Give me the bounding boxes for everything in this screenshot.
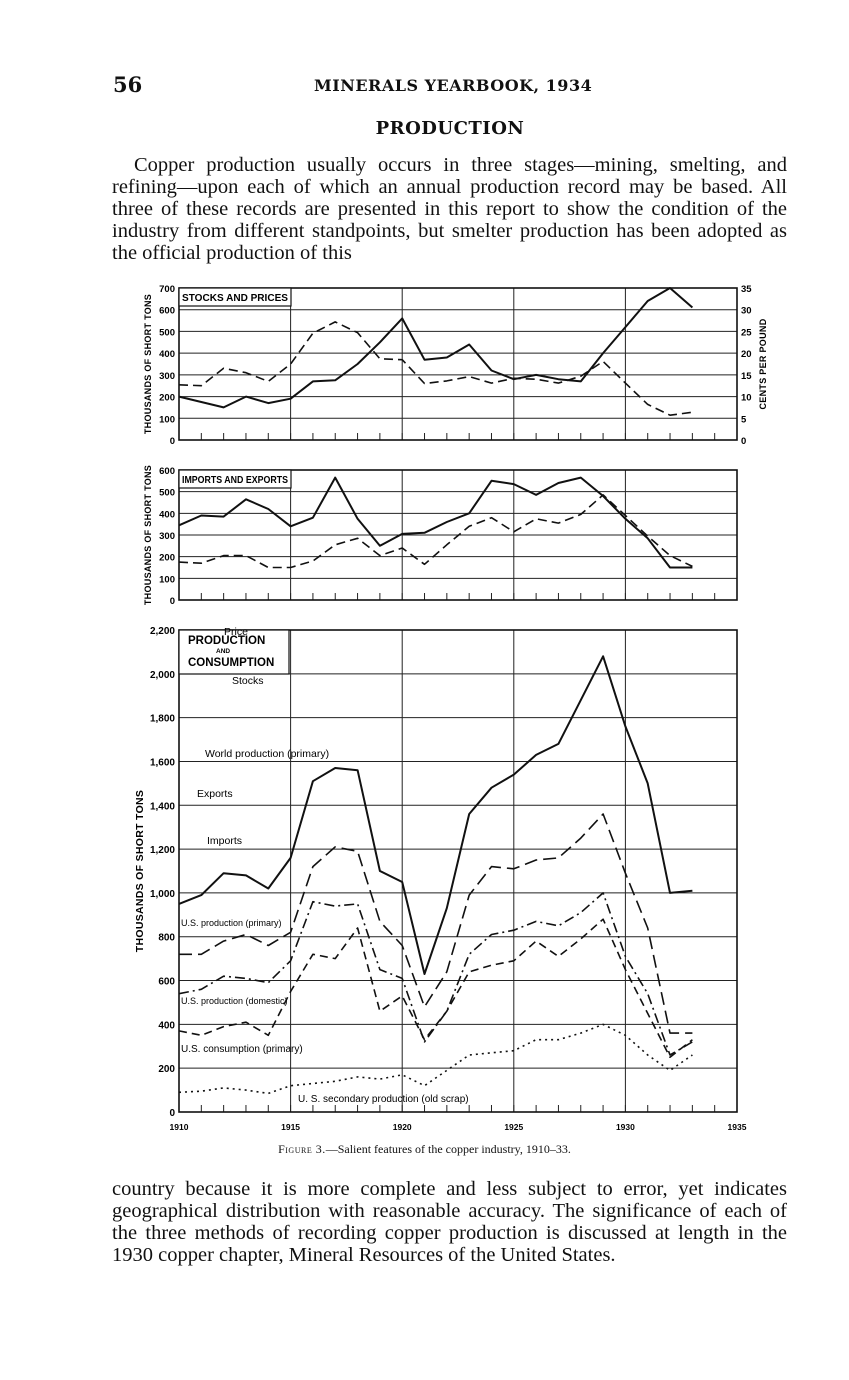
y-tick-label: 300 bbox=[159, 531, 175, 542]
y-tick-label: 500 bbox=[159, 327, 175, 339]
y-tick-label: 2,200 bbox=[149, 626, 175, 637]
y2-tick-label: 5 bbox=[741, 414, 747, 426]
y-tick-label: 800 bbox=[158, 932, 175, 944]
figure-caption-label: Figure 3. bbox=[278, 1142, 326, 1156]
panel-frame bbox=[179, 288, 737, 440]
panel-title-line-2: AND bbox=[216, 648, 231, 655]
y-tick-label: 100 bbox=[159, 574, 175, 586]
series-label-us-consumption: U.S. consumption (primary) bbox=[181, 1044, 303, 1055]
y-axis-label: THOUSANDS OF SHORT TONS bbox=[143, 464, 153, 606]
x-tick-label: 1920 bbox=[392, 1122, 412, 1132]
series-line-u-s-secondary-production-old-scrap bbox=[179, 1024, 692, 1093]
x-tick-label: 1915 bbox=[281, 1122, 301, 1132]
y-tick-label: 400 bbox=[159, 349, 175, 361]
y2-tick-label: 25 bbox=[741, 327, 752, 339]
section-title: PRODUCTION bbox=[375, 118, 525, 139]
x-tick-label: 1910 bbox=[169, 1122, 189, 1132]
x-tick-label: 1930 bbox=[615, 1122, 635, 1132]
y-tick-label: 400 bbox=[159, 509, 175, 521]
y-tick-label: 100 bbox=[159, 414, 175, 426]
y2-tick-label: 0 bbox=[741, 436, 747, 447]
y-tick-label: 400 bbox=[158, 1020, 175, 1032]
panel-title-line-3: CONSUMPTION bbox=[188, 657, 275, 669]
y-tick-label: 500 bbox=[159, 487, 175, 499]
series-label-price: Price bbox=[224, 626, 248, 638]
y2-tick-label: 15 bbox=[741, 370, 752, 382]
y-tick-label: 2,000 bbox=[149, 669, 175, 681]
series-line-price bbox=[179, 322, 692, 415]
y-tick-label: 700 bbox=[159, 284, 175, 295]
y-tick-label: 600 bbox=[159, 305, 175, 317]
y-tick-label: 600 bbox=[158, 976, 175, 988]
y-tick-label: 0 bbox=[169, 1108, 175, 1119]
x-tick-label: 1935 bbox=[727, 1122, 747, 1132]
series-label-us-production-domestic: U.S. production (domestic) bbox=[181, 996, 288, 1006]
y2-tick-label: 35 bbox=[741, 284, 752, 295]
y-tick-label: 200 bbox=[158, 1064, 175, 1076]
page-number: 56 bbox=[113, 72, 143, 97]
panel-title: STOCKS AND PRICES bbox=[182, 293, 289, 304]
series-label-imports: Imports bbox=[207, 835, 243, 847]
y-tick-label: 300 bbox=[159, 370, 175, 382]
y-tick-label: 0 bbox=[169, 436, 175, 447]
y-tick-label: 1,200 bbox=[149, 845, 175, 857]
y-tick-label: 1,400 bbox=[149, 801, 175, 813]
paragraph-intro: Copper production usually occurs in three stages—mining, smelting, and refining—upon each of which an annual production record may be based. All three of these records are presented in this report to show the condition of the industry from different standpoints, but smelter production has been adopted as the official production of this bbox=[112, 154, 787, 264]
panel-title-line-1: PRODUCTION bbox=[188, 635, 266, 647]
y-tick-label: 200 bbox=[159, 552, 175, 564]
panel-frame bbox=[179, 630, 737, 1112]
y-tick-label: 1,600 bbox=[149, 757, 175, 769]
panel-title: IMPORTS AND EXPORTS bbox=[182, 475, 289, 486]
series-label-exports: Exports bbox=[197, 788, 233, 800]
running-head: MINERALS YEARBOOK, 1934 bbox=[314, 76, 593, 95]
y-tick-label: 600 bbox=[159, 466, 175, 477]
paragraph-continued: country because it is more complete and less subject to error, yet indicates geographical distribution with reasonable accuracy. The significance of each of the three methods of recording copper production is discussed at length in the 1930 copper chapter, Mineral Resources of the United States. bbox=[112, 1178, 787, 1266]
series-label-world-production: World production (primary) bbox=[205, 748, 330, 760]
y2-tick-label: 10 bbox=[741, 392, 752, 404]
y-axis-label: THOUSANDS OF SHORT TONS bbox=[143, 293, 153, 435]
y2-axis-label: CENTS PER POUND bbox=[758, 318, 768, 410]
y-tick-label: 1,800 bbox=[149, 713, 175, 725]
series-label-us-production-primary: U.S. production (primary) bbox=[181, 918, 282, 928]
figure-caption-text: —Salient features of the copper industry, 1910–33. bbox=[325, 1142, 571, 1156]
y-axis-label: THOUSANDS OF SHORT TONS bbox=[134, 789, 146, 953]
figure-3 bbox=[0, 270, 849, 1140]
y2-tick-label: 30 bbox=[741, 305, 752, 317]
y-tick-label: 0 bbox=[169, 596, 175, 607]
series-label-us-secondary: U. S. secondary production (old scrap) bbox=[298, 1094, 469, 1105]
figure-caption bbox=[0, 1142, 849, 1157]
y2-tick-label: 20 bbox=[741, 349, 752, 361]
y-tick-label: 1,000 bbox=[149, 888, 175, 900]
x-tick-label: 1925 bbox=[504, 1122, 524, 1132]
series-label-stocks: Stocks bbox=[232, 675, 264, 687]
y-tick-label: 200 bbox=[159, 392, 175, 404]
